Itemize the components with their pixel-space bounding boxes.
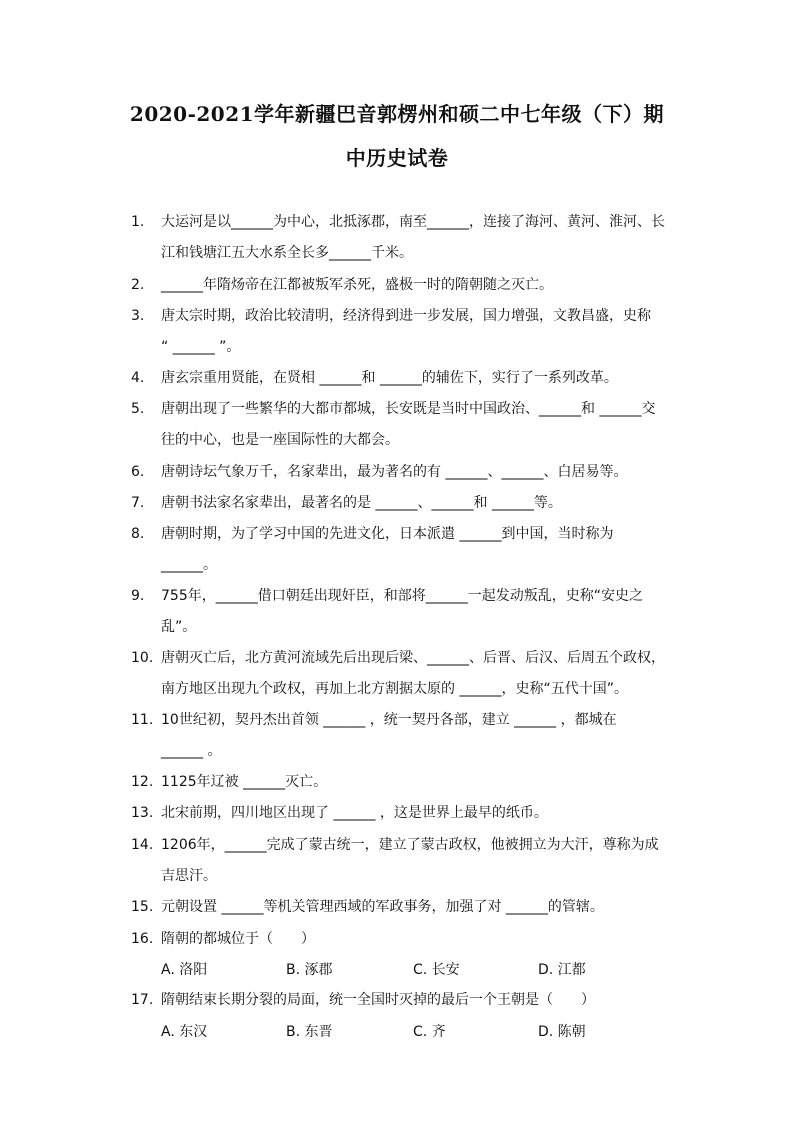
exam-title-line-2: 中历史试卷 (345, 146, 449, 170)
question-text: “ ______ ”。 (161, 339, 241, 355)
question-number: 14. (131, 837, 154, 853)
question-number: 12. (131, 774, 154, 790)
question-text: 隋朝的都城位于（ ） (161, 931, 315, 947)
question-text: 唐朝出现了一些繁华的大都市都城，长安既是当时中国政治、______和 ______交 (161, 401, 656, 417)
question-number: 4. (131, 370, 145, 386)
question-number: 15. (131, 899, 154, 915)
answer-option[interactable]: D. 陈朝 (538, 1024, 586, 1040)
answer-option[interactable]: C. 长安 (413, 962, 460, 978)
question-text: 大运河是以______为中心，北抵涿郡，南至______，连接了海河、黄河、淮河、长 (161, 214, 665, 230)
exam-title-line-1: 2020-2021学年新疆巴音郭楞州和硕二中七年级（下）期 (129, 102, 665, 126)
answer-option[interactable]: C. 齐 (413, 1024, 446, 1040)
question-number: 9. (131, 588, 145, 604)
question-number: 2. (131, 277, 145, 293)
answer-option[interactable]: B. 涿郡 (286, 962, 333, 978)
question-number: 8. (131, 526, 145, 542)
question-number: 7. (131, 495, 145, 511)
question-text: 隋朝结束长期分裂的局面，统一全国时灭掉的最后一个王朝是（ ） (161, 992, 595, 1008)
question-number: 17. (131, 992, 154, 1008)
question-text: 唐玄宗重用贤能，在贤相 ______和 ______的辅佐下，实行了一系列改革。 (161, 370, 618, 386)
question-text: 乱”。 (161, 619, 197, 635)
question-text: 吉思汗。 (161, 868, 217, 884)
question-text: 唐朝灭亡后，北方黄河流域先后出现后梁、______、后晋、后汉、后周五个政权， (161, 650, 665, 666)
question-text: ______。 (161, 557, 217, 573)
question-number: 16. (131, 931, 154, 947)
question-text: 江和钱塘江五大水系全长多______千米。 (161, 245, 413, 261)
question-number: 13. (131, 805, 154, 821)
question-text: 1125年辽被 ______灭亡。 (161, 774, 328, 790)
question-number: 6. (131, 464, 145, 480)
answer-option[interactable]: A. 洛阳 (161, 962, 208, 978)
answer-option[interactable]: D. 江都 (538, 962, 586, 978)
question-number: 11. (131, 712, 154, 728)
question-number: 3. (131, 308, 145, 324)
question-text: 唐朝书法家名家辈出，最著名的是 ______、______和 ______等。 (161, 495, 562, 511)
question-text: ______ 。 (161, 743, 222, 759)
question-number: 10. (131, 650, 154, 666)
question-text: 往的中心，也是一座国际性的大都会。 (161, 432, 399, 448)
question-text: 唐朝时期，为了学习中国的先进文化，日本派遣 ______到中国，当时称为 (161, 526, 614, 542)
answer-option[interactable]: B. 东晋 (286, 1024, 333, 1040)
answer-option[interactable]: A. 东汉 (161, 1024, 208, 1040)
question-text: 755年，______借口朝廷出现奸臣，和部将______一起发动叛乱，史称“安史之 (161, 588, 643, 604)
question-text: 10世纪初，契丹杰出首领 ______ ，统一契丹各部，建立 ______ ，都城在 (161, 712, 617, 728)
question-text: 元朝设置 ______等机关管理西域的军政事务，加强了对 ______的管辖。 (161, 899, 604, 915)
question-text: 南方地区出现九个政权，再加上北方割据太原的 ______，史称“五代十国”。 (161, 681, 628, 697)
question-number: 1. (131, 214, 145, 230)
question-text: 北宋前期，四川地区出现了 ______ ，这是世界上最早的纸币。 (161, 805, 548, 821)
question-text: 1206年，______完成了蒙古统一，建立了蒙古政权，他被拥立为大汗，尊称为成 (161, 837, 659, 853)
question-text: ______年隋炀帝在江都被叛军杀死，盛极一时的隋朝随之灭亡。 (161, 277, 553, 293)
question-text: 唐朝诗坛气象万千，名家辈出，最为著名的有 ______、______、白居易等。 (161, 464, 628, 480)
question-text: 唐太宗时期，政治比较清明，经济得到进一步发展，国力增强，文教昌盛，史称 (161, 308, 651, 324)
question-number: 5. (131, 401, 145, 417)
